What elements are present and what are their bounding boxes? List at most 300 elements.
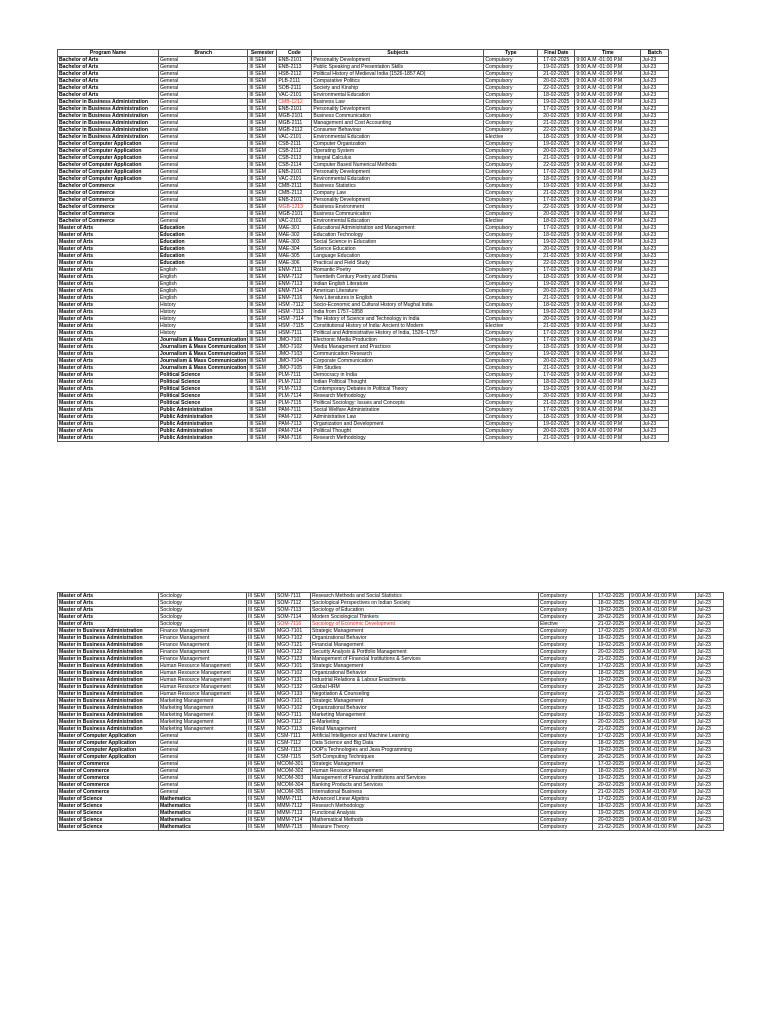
date-cell: 18-02-2025 <box>593 803 630 810</box>
subject-cell: Romantic Poetry <box>312 267 484 274</box>
program-cell: Master of Commerce <box>58 775 159 782</box>
type-cell: Compulsory <box>484 113 538 120</box>
table-row <box>58 281 669 288</box>
table-row <box>58 85 669 92</box>
date-cell: 20-02-2025 <box>538 211 575 218</box>
code-cell: MAE-305 <box>277 253 312 260</box>
program-cell: Bachelor of Arts <box>58 64 159 71</box>
batch-cell: Jul-23 <box>641 414 669 421</box>
branch-cell: General <box>159 106 248 113</box>
batch-cell: Jul-23 <box>641 155 669 162</box>
date-cell: 20-02-2025 <box>538 358 575 365</box>
date-cell: 17-02-2025 <box>538 407 575 414</box>
time-cell: 9:00 A.M -01:00 P.M <box>575 316 641 323</box>
time-cell: 9:00 A.M -01:00 P.M <box>630 796 696 803</box>
program-cell: Bachelor of Computer Application <box>58 155 159 162</box>
time-cell: 9:00 A.M -01:00 P.M <box>575 162 641 169</box>
code-cell: VAC-2101 <box>277 218 312 225</box>
table-row <box>58 649 724 656</box>
type-cell: Compulsory <box>539 593 593 600</box>
branch-cell: Sociology <box>159 593 247 600</box>
semester-cell: III SEM <box>248 176 277 183</box>
time-cell: 9:00 A.M -01:00 P.M <box>630 817 696 824</box>
batch-cell: Jul-23 <box>696 670 724 677</box>
table-row <box>58 239 669 246</box>
time-cell: 9:00 A.M -01:00 P.M <box>575 246 641 253</box>
subject-cell: Measure Theory <box>311 824 539 831</box>
table-row <box>58 691 724 698</box>
code-cell: JMO-7104 <box>277 358 312 365</box>
code-cell: MGO-7102 <box>276 670 311 677</box>
code-cell: JMO-7101 <box>277 337 312 344</box>
table-row <box>58 330 669 337</box>
date-cell: 19-02-2025 <box>538 421 575 428</box>
branch-cell: Marketing Management <box>159 705 247 712</box>
code-cell: HSB-2112 <box>277 71 312 78</box>
date-cell: 17-02-2025 <box>538 267 575 274</box>
subject-cell: Modern Sociological Thinkers <box>311 614 539 621</box>
branch-cell: General <box>159 176 248 183</box>
header-batch: Batch <box>641 50 669 57</box>
date-cell: 21-02-2025 <box>538 400 575 407</box>
batch-cell: Jul-23 <box>696 775 724 782</box>
subject-cell: Society and Kinship <box>312 85 484 92</box>
code-cell: CMB-1212 <box>277 99 312 106</box>
table-row <box>58 190 669 197</box>
header-semester: Semester <box>248 50 277 57</box>
code-cell: MGO-7102 <box>276 635 311 642</box>
date-cell: 20-02-2025 <box>593 684 630 691</box>
code-cell: MGO-7102 <box>276 705 311 712</box>
table-row <box>58 400 669 407</box>
program-cell: Bachelor of Arts <box>58 92 159 99</box>
semester-cell: III SEM <box>247 698 276 705</box>
type-cell: Compulsory <box>484 379 538 386</box>
semester-cell: III SEM <box>247 817 276 824</box>
semester-cell: III SEM <box>248 253 277 260</box>
code-cell: PLM-7114 <box>277 393 312 400</box>
subject-cell: Language Education <box>312 253 484 260</box>
time-cell: 9:00 A.M -01:00 P.M <box>575 435 641 442</box>
subject-cell: Environmental Education <box>312 134 484 141</box>
semester-cell: III SEM <box>248 71 277 78</box>
time-cell: 9:00 A.M -01:00 P.M <box>630 621 696 628</box>
table-row <box>58 253 669 260</box>
batch-cell: Jul-23 <box>641 281 669 288</box>
table-row <box>58 435 669 442</box>
date-cell: 22-02-2025 <box>538 127 575 134</box>
date-cell: 18-02-2025 <box>538 414 575 421</box>
time-cell: 9:00 A.M -01:00 P.M <box>575 225 641 232</box>
type-cell: Compulsory <box>484 176 538 183</box>
program-cell: Master of Arts <box>58 358 159 365</box>
code-cell: PAM-7113 <box>277 421 312 428</box>
type-cell: Compulsory <box>539 740 593 747</box>
table-row <box>58 796 724 803</box>
branch-cell: Public Administration <box>159 407 248 414</box>
type-cell: Compulsory <box>484 197 538 204</box>
semester-cell: III SEM <box>248 99 277 106</box>
subject-cell: Organizational Behavior <box>311 705 539 712</box>
code-cell: HSM-7111 <box>277 330 312 337</box>
subject-cell: Management of Financial Institutions & Services <box>311 656 539 663</box>
program-cell: Master in Business Administration <box>58 705 159 712</box>
semester-cell: III SEM <box>248 85 277 92</box>
date-cell: 19-02-2025 <box>593 810 630 817</box>
type-cell: Compulsory <box>484 190 538 197</box>
program-cell: Master of Arts <box>58 379 159 386</box>
type-cell: Compulsory <box>484 57 538 64</box>
type-cell: Compulsory <box>484 372 538 379</box>
date-cell: 21-02-2025 <box>538 295 575 302</box>
program-cell: Master in Business Administration <box>58 726 159 733</box>
code-cell: ENB-2113 <box>277 64 312 71</box>
branch-cell: Human Resource Management <box>159 663 247 670</box>
table-row <box>58 92 669 99</box>
subject-cell: Indian Political Thought <box>312 379 484 386</box>
batch-cell: Jul-23 <box>696 607 724 614</box>
subject-cell: Constitutional History of India: Ancient to Modern <box>312 323 484 330</box>
code-cell: CSB-2112 <box>277 148 312 155</box>
program-cell: Master in Business Administration <box>58 712 159 719</box>
program-cell: Master in Business Administration <box>58 719 159 726</box>
code-cell: MMM-7113 <box>276 810 311 817</box>
program-cell: Bachelor of Arts <box>58 71 159 78</box>
table-row <box>58 747 724 754</box>
type-cell: Compulsory <box>484 71 538 78</box>
type-cell: Compulsory <box>484 127 538 134</box>
time-cell: 9:00 A.M -01:00 P.M <box>575 169 641 176</box>
table-row <box>58 351 669 358</box>
subject-cell: Global HRM <box>311 684 539 691</box>
subject-cell: International Business <box>311 789 539 796</box>
branch-cell: Marketing Management <box>159 698 247 705</box>
program-cell: Master of Arts <box>58 600 159 607</box>
code-cell: MCOM-303 <box>276 775 311 782</box>
subject-cell: Artificial Intelligence and Machine Learning <box>311 733 539 740</box>
subject-cell: Company Law <box>312 190 484 197</box>
branch-cell: General <box>159 761 247 768</box>
type-cell: Compulsory <box>484 211 538 218</box>
table-row <box>58 197 669 204</box>
code-cell: MGO-7131 <box>276 677 311 684</box>
header-type: Type <box>484 50 538 57</box>
code-cell: CSB-2114 <box>277 162 312 169</box>
type-cell: Compulsory <box>484 148 538 155</box>
branch-cell: General <box>159 218 248 225</box>
batch-cell: Jul-23 <box>696 733 724 740</box>
type-cell: Compulsory <box>484 260 538 267</box>
code-cell: PLM-7113 <box>277 386 312 393</box>
batch-cell: Jul-23 <box>696 621 724 628</box>
batch-cell: Jul-23 <box>641 323 669 330</box>
type-cell: Compulsory <box>484 428 538 435</box>
batch-cell: Jul-23 <box>641 428 669 435</box>
program-cell: Bachelor of Commerce <box>58 211 159 218</box>
branch-cell: General <box>159 782 247 789</box>
code-cell: MAE-302 <box>277 232 312 239</box>
type-cell: Compulsory <box>539 642 593 649</box>
subject-cell: Organizational Behavior <box>311 635 539 642</box>
time-cell: 9:00 A.M -01:00 P.M <box>575 428 641 435</box>
time-cell: 9:00 A.M -01:00 P.M <box>630 803 696 810</box>
type-cell: Compulsory <box>539 782 593 789</box>
semester-cell: III SEM <box>247 761 276 768</box>
code-cell: MMM-7114 <box>276 817 311 824</box>
program-cell: Master of Arts <box>58 621 159 628</box>
semester-cell: III SEM <box>248 337 277 344</box>
time-cell: 9:00 A.M -01:00 P.M <box>630 677 696 684</box>
table-row <box>58 64 669 71</box>
table-row <box>58 71 669 78</box>
program-cell: Master in Business Administration <box>58 642 159 649</box>
date-cell: 21-02-2025 <box>538 323 575 330</box>
semester-cell: III SEM <box>248 78 277 85</box>
code-cell: CMB-2111 <box>277 183 312 190</box>
batch-cell: Jul-23 <box>641 134 669 141</box>
table-row <box>58 621 724 628</box>
subject-cell: Personality Development <box>312 106 484 113</box>
branch-cell: Mathematics <box>159 803 247 810</box>
semester-cell: III SEM <box>248 218 277 225</box>
time-cell: 9:00 A.M -01:00 P.M <box>630 635 696 642</box>
code-cell: MGB-2112 <box>277 127 312 134</box>
table-row <box>58 628 724 635</box>
subject-cell: Computer Organization <box>312 141 484 148</box>
subject-cell: Comparative Politics <box>312 78 484 85</box>
semester-cell: III SEM <box>247 796 276 803</box>
table-row <box>58 635 724 642</box>
date-cell: 20-02-2025 <box>538 113 575 120</box>
table-row <box>58 719 724 726</box>
date-cell: 20-02-2025 <box>593 754 630 761</box>
semester-cell: III SEM <box>247 593 276 600</box>
type-cell: Elective <box>484 134 538 141</box>
time-cell: 9:00 A.M -01:00 P.M <box>575 57 641 64</box>
subject-cell: Film Studies <box>312 365 484 372</box>
branch-cell: Marketing Management <box>159 712 247 719</box>
code-cell: PLM-7111 <box>277 372 312 379</box>
time-cell: 9:00 A.M -01:00 P.M <box>575 64 641 71</box>
date-cell: 17-02-2025 <box>538 372 575 379</box>
table-row <box>58 761 724 768</box>
batch-cell: Jul-23 <box>641 246 669 253</box>
type-cell: Compulsory <box>539 628 593 635</box>
subject-cell: Research Methods and Social Statistics <box>311 593 539 600</box>
program-cell: Master in Business Administration <box>58 635 159 642</box>
type-cell: Elective <box>484 218 538 225</box>
subject-cell: Indian English Literature <box>312 281 484 288</box>
type-cell: Compulsory <box>484 358 538 365</box>
date-cell: 21-02-2025 <box>538 71 575 78</box>
table-row <box>58 169 669 176</box>
table-row <box>58 421 669 428</box>
batch-cell: Jul-23 <box>641 211 669 218</box>
type-cell: Compulsory <box>484 288 538 295</box>
subject-cell: Industrial Relations & Labour Enactments <box>311 677 539 684</box>
type-cell: Compulsory <box>484 435 538 442</box>
exam-schedule-table-1 <box>57 49 669 442</box>
batch-cell: Jul-23 <box>641 435 669 442</box>
subject-cell: Business Communication <box>312 113 484 120</box>
type-cell: Compulsory <box>539 810 593 817</box>
semester-cell: III SEM <box>247 712 276 719</box>
date-cell: 20-02-2025 <box>538 393 575 400</box>
table-row <box>58 677 724 684</box>
branch-cell: General <box>159 169 248 176</box>
branch-cell: Mathematics <box>159 796 247 803</box>
table-row <box>58 120 669 127</box>
time-cell: 9:00 A.M -01:00 P.M <box>575 393 641 400</box>
type-cell: Compulsory <box>539 719 593 726</box>
branch-cell: General <box>159 190 248 197</box>
program-cell: Master of Arts <box>58 428 159 435</box>
batch-cell: Jul-23 <box>641 400 669 407</box>
date-cell: 17-02-2025 <box>538 330 575 337</box>
batch-cell: Jul-23 <box>641 316 669 323</box>
program-cell: Master of Computer Application <box>58 754 159 761</box>
date-cell: 19-02-2025 <box>593 607 630 614</box>
program-cell: Master of Arts <box>58 288 159 295</box>
semester-cell: III SEM <box>248 393 277 400</box>
subject-cell: Communication Research <box>312 351 484 358</box>
branch-cell: General <box>159 78 248 85</box>
code-cell: HSM -7114 <box>277 316 312 323</box>
subject-cell: Soft Computing Techniques <box>311 754 539 761</box>
batch-cell: Jul-23 <box>696 782 724 789</box>
semester-cell: III SEM <box>248 358 277 365</box>
subject-cell: Organizational Behavior <box>311 670 539 677</box>
branch-cell: Finance Management <box>159 642 247 649</box>
batch-cell: Jul-23 <box>641 260 669 267</box>
time-cell: 9:00 A.M -01:00 P.M <box>575 309 641 316</box>
code-cell: CMB-2112 <box>277 190 312 197</box>
date-cell: 20-02-2025 <box>593 817 630 824</box>
batch-cell: Jul-23 <box>641 106 669 113</box>
batch-cell: Jul-23 <box>696 719 724 726</box>
semester-cell: III SEM <box>247 719 276 726</box>
program-cell: Master of Arts <box>58 309 159 316</box>
subject-cell: Management of Financial Institutions and Services <box>311 775 539 782</box>
subject-cell: Science Education <box>312 246 484 253</box>
program-cell: Master of Arts <box>58 295 159 302</box>
branch-cell: General <box>159 183 248 190</box>
type-cell: Compulsory <box>539 789 593 796</box>
program-cell: Master of Arts <box>58 316 159 323</box>
date-cell: 21-02-2025 <box>538 190 575 197</box>
subject-cell: New Literatures in English <box>312 295 484 302</box>
date-cell: 19-02-2025 <box>593 712 630 719</box>
table-row <box>58 789 724 796</box>
type-cell: Compulsory <box>539 803 593 810</box>
subject-cell: Personality Development <box>312 57 484 64</box>
code-cell: MGB-2101 <box>277 211 312 218</box>
branch-cell: Political Science <box>159 386 248 393</box>
time-cell: 9:00 A.M -01:00 P.M <box>630 607 696 614</box>
table-row <box>58 232 669 239</box>
code-cell: MCOM-305 <box>276 789 311 796</box>
code-cell: MGO-7111 <box>276 712 311 719</box>
code-cell: MGO-7112 <box>276 719 311 726</box>
subject-cell: Electronic Media Production <box>312 337 484 344</box>
time-cell: 9:00 A.M -01:00 P.M <box>630 810 696 817</box>
type-cell: Compulsory <box>484 246 538 253</box>
time-cell: 9:00 A.M -01:00 P.M <box>575 302 641 309</box>
program-cell: Master of Commerce <box>58 782 159 789</box>
code-cell: CSM-7112 <box>276 740 311 747</box>
date-cell: 17-02-2025 <box>538 57 575 64</box>
time-cell: 9:00 A.M -01:00 P.M <box>575 211 641 218</box>
date-cell: 21-02-2025 <box>538 365 575 372</box>
table-row <box>58 810 724 817</box>
code-cell: JMO-7102 <box>277 344 312 351</box>
program-cell: Master in Business Administration <box>58 698 159 705</box>
subject-cell: Twentieth Century Poetry and Drama <box>312 274 484 281</box>
program-cell: Bachelor of Computer Application <box>58 169 159 176</box>
time-cell: 9:00 A.M -01:00 P.M <box>575 127 641 134</box>
code-cell: MGB-2111 <box>277 120 312 127</box>
time-cell: 9:00 A.M -01:00 P.M <box>630 628 696 635</box>
code-cell: MGB-2101 <box>277 113 312 120</box>
branch-cell: Marketing Management <box>159 719 247 726</box>
time-cell: 9:00 A.M -01:00 P.M <box>630 768 696 775</box>
semester-cell: III SEM <box>247 621 276 628</box>
program-cell: Bachelor of Commerce <box>58 197 159 204</box>
subject-cell: The History of Science and Technology in India <box>312 316 484 323</box>
subject-cell: Political and Administrative History of India, 1526–1757 <box>312 330 484 337</box>
type-cell: Compulsory <box>484 106 538 113</box>
branch-cell: Human Resource Management <box>159 677 247 684</box>
table-row <box>58 134 669 141</box>
date-cell: 20-02-2025 <box>593 614 630 621</box>
date-cell: 18-02-2025 <box>538 92 575 99</box>
program-cell: Master of Arts <box>58 302 159 309</box>
batch-cell: Jul-23 <box>641 204 669 211</box>
branch-cell: General <box>159 211 248 218</box>
subject-cell: Integral Calculus <box>312 155 484 162</box>
batch-cell: Jul-23 <box>696 698 724 705</box>
batch-cell: Jul-23 <box>641 127 669 134</box>
batch-cell: Jul-23 <box>641 421 669 428</box>
table-row <box>58 183 669 190</box>
program-cell: Master of Arts <box>58 593 159 600</box>
semester-cell: III SEM <box>248 169 277 176</box>
batch-cell: Jul-23 <box>641 99 669 106</box>
code-cell: MAE-306 <box>277 260 312 267</box>
table-row <box>58 316 669 323</box>
program-cell: Master of Computer Application <box>58 740 159 747</box>
time-cell: 9:00 A.M -01:00 P.M <box>575 71 641 78</box>
code-cell: CSM-7115 <box>276 754 311 761</box>
time-cell: 9:00 A.M -01:00 P.M <box>630 642 696 649</box>
program-cell: Master in Business Administration <box>58 656 159 663</box>
date-cell: 17-02-2025 <box>593 761 630 768</box>
batch-cell: Jul-23 <box>641 176 669 183</box>
semester-cell: III SEM <box>248 414 277 421</box>
time-cell: 9:00 A.M -01:00 P.M <box>575 190 641 197</box>
branch-cell: English <box>159 267 248 274</box>
type-cell: Compulsory <box>484 421 538 428</box>
time-cell: 9:00 A.M -01:00 P.M <box>630 747 696 754</box>
type-cell: Compulsory <box>539 775 593 782</box>
batch-cell: Jul-23 <box>641 92 669 99</box>
time-cell: 9:00 A.M -01:00 P.M <box>575 106 641 113</box>
subject-cell: Practical and Field Study <box>312 260 484 267</box>
semester-cell: III SEM <box>247 628 276 635</box>
table-row <box>58 782 724 789</box>
semester-cell: III SEM <box>248 344 277 351</box>
date-cell: 17-02-2025 <box>593 698 630 705</box>
